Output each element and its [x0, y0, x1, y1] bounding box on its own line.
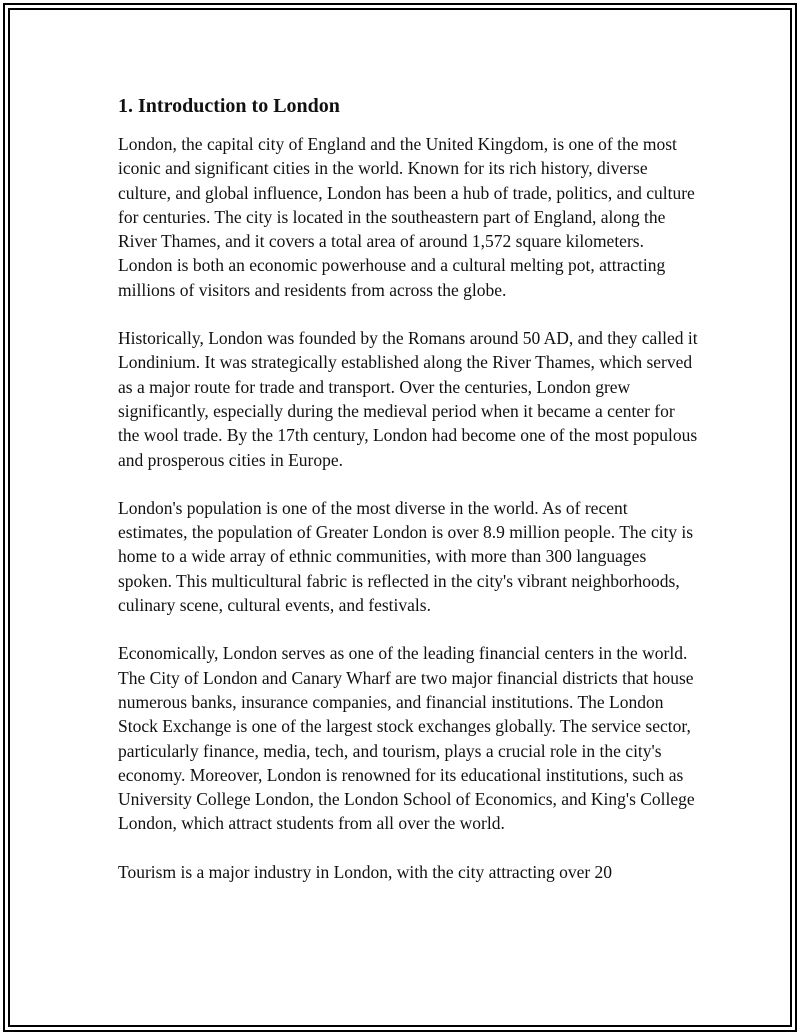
paragraph-intro: London, the capital city of England and the United Kingdom, is one of the most iconic and significant cities in the world. Known for its rich history, diverse culture, and global influence, London has been a hub of trade, politics, and culture for centuries. The city is located in the southeastern part of England, along the River Thames, and it covers a total area of around 1,572 square kilometers. London is both an economic powerhouse and a cultural melting pot, attracting millions of visitors and residents from across the globe. [118, 134, 695, 300]
paragraph-population: London's population is one of the most diverse in the world. As of recent estimates, the population of Greater London is over 8.9 million people. The city is home to a wide array of ethnic communities, with more than 300 languages spoken. This multicultural fabric is reflected in the city's vibrant neighborhoods, culinary scene, cultural events, and festivals. [118, 497, 694, 616]
paragraph-economy: Economically, London serves as one of the leading financial centers in the world. The City of London and Canary Wharf are two major financial districts that house numerous banks, insurance companies, and financial institutions. The London Stock Exchange is one of the largest stock exchanges globally. The service sector, particularly finance, media, tech, and tourism, plays a crucial role in the city's economy. Moreover, London is renowned for its educational institutions, such as University College London, the London School of Economics, and King's College London, which attract students from all over the world. [118, 643, 695, 834]
section-heading: 1. Introduction to London [118, 95, 340, 117]
document-content [118, 92, 698, 908]
paragraph-tourism: Tourism is a major industry in London, with the city attracting over 20 [118, 861, 613, 882]
paragraph-history: Historically, London was founded by the Romans around 50 AD, and they called it Londinium. It was strategically established along the River Thames, which served as a major route for trade and transport. Over the centuries, London grew significantly, especially during the medieval period when it became a center for the wool trade. By the 17th century, London had become one of the most populous and prosperous cities in Europe. [118, 328, 698, 470]
